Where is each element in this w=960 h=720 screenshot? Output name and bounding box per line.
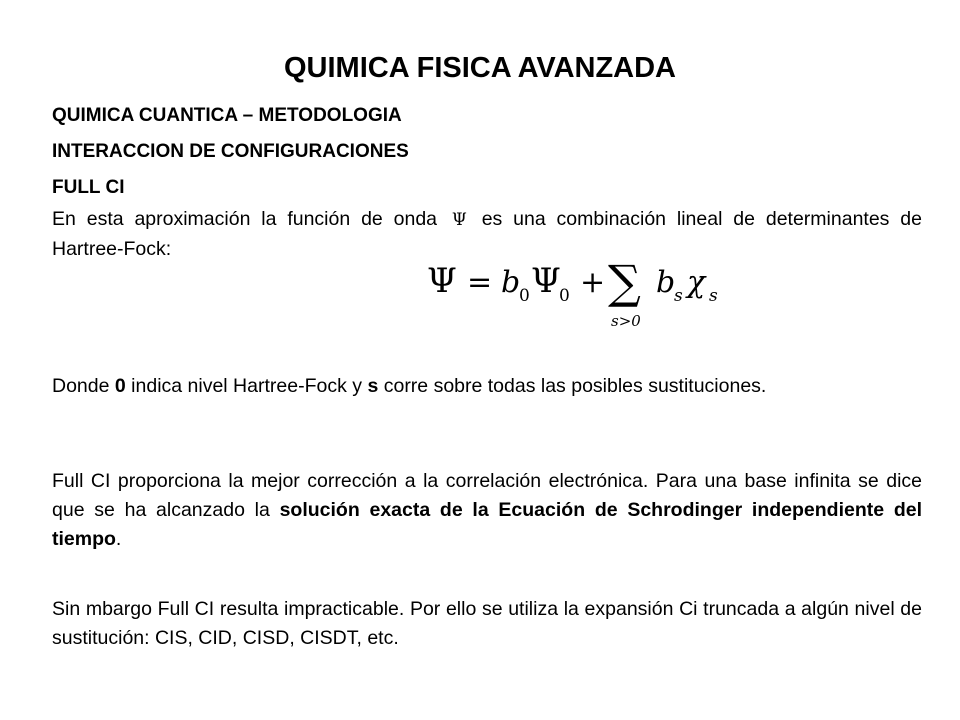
- heading-interaccion-configuraciones: INTERACCION DE CONFIGURACIONES: [52, 141, 409, 162]
- equation-svg: [425, 246, 745, 336]
- eq-psi0: Ψ: [531, 261, 561, 301]
- donde-bold-s: s: [367, 375, 379, 397]
- eq-plus: +: [580, 265, 606, 300]
- eq-lhs-psi: Ψ: [427, 261, 457, 301]
- psi-symbol: Ψ: [451, 210, 467, 230]
- eq-chi-subscript: s: [709, 286, 718, 306]
- slide-title: QUIMICA FISICA AVANZADA: [283, 52, 676, 84]
- full-ci-bold-solution: solución exacta de la Ecuación de Schrodinger independiente del tiempo: [52, 499, 922, 550]
- eq-b0: b: [501, 265, 521, 300]
- eq-chi: χ: [687, 265, 706, 300]
- eq-sum-subscript: s>0: [611, 312, 641, 330]
- heading-full-ci: FULL CI: [52, 177, 125, 198]
- eq-b0-subscript: 0: [519, 286, 530, 306]
- donde-text-1: Donde: [52, 375, 110, 397]
- sin-embargo-paragraph: Sin mbargo Full CI resulta impracticable. Por ello se utiliza la expansión Ci truncada a algún nivel de sustitución: CIS, CID, CISD, CISDT, etc.: [52, 598, 922, 649]
- full-ci-equation: [425, 246, 745, 336]
- eq-equals: =: [467, 265, 493, 300]
- eq-bs-subscript: s: [674, 286, 683, 306]
- intro-text-before: En esta aproximación la función de onda: [52, 208, 438, 230]
- full-ci-text-2: .: [115, 528, 122, 550]
- intro-text-after: es una combinación lineal de determinantes de Hartree-Fock:: [52, 208, 922, 260]
- eq-bs: b: [656, 265, 676, 300]
- eq-summation: ∑: [608, 255, 641, 309]
- donde-bold-zero: 0: [114, 375, 126, 397]
- donde-paragraph: [52, 372, 922, 401]
- full-ci-paragraph: [52, 467, 922, 554]
- donde-text-2: indica nivel Hartree-Fock y: [131, 375, 363, 397]
- donde-text-3: corre sobre todas las posibles sustituciones.: [383, 375, 767, 397]
- heading-quimica-cuantica: QUIMICA CUANTICA – METODOLOGIA: [52, 105, 402, 126]
- eq-psi0-subscript: 0: [559, 286, 570, 306]
- full-ci-text-1: Full CI proporciona la mejor corrección a la correlación electrónica. Para una base infinita se dice que se ha alcanzado la: [52, 470, 922, 521]
